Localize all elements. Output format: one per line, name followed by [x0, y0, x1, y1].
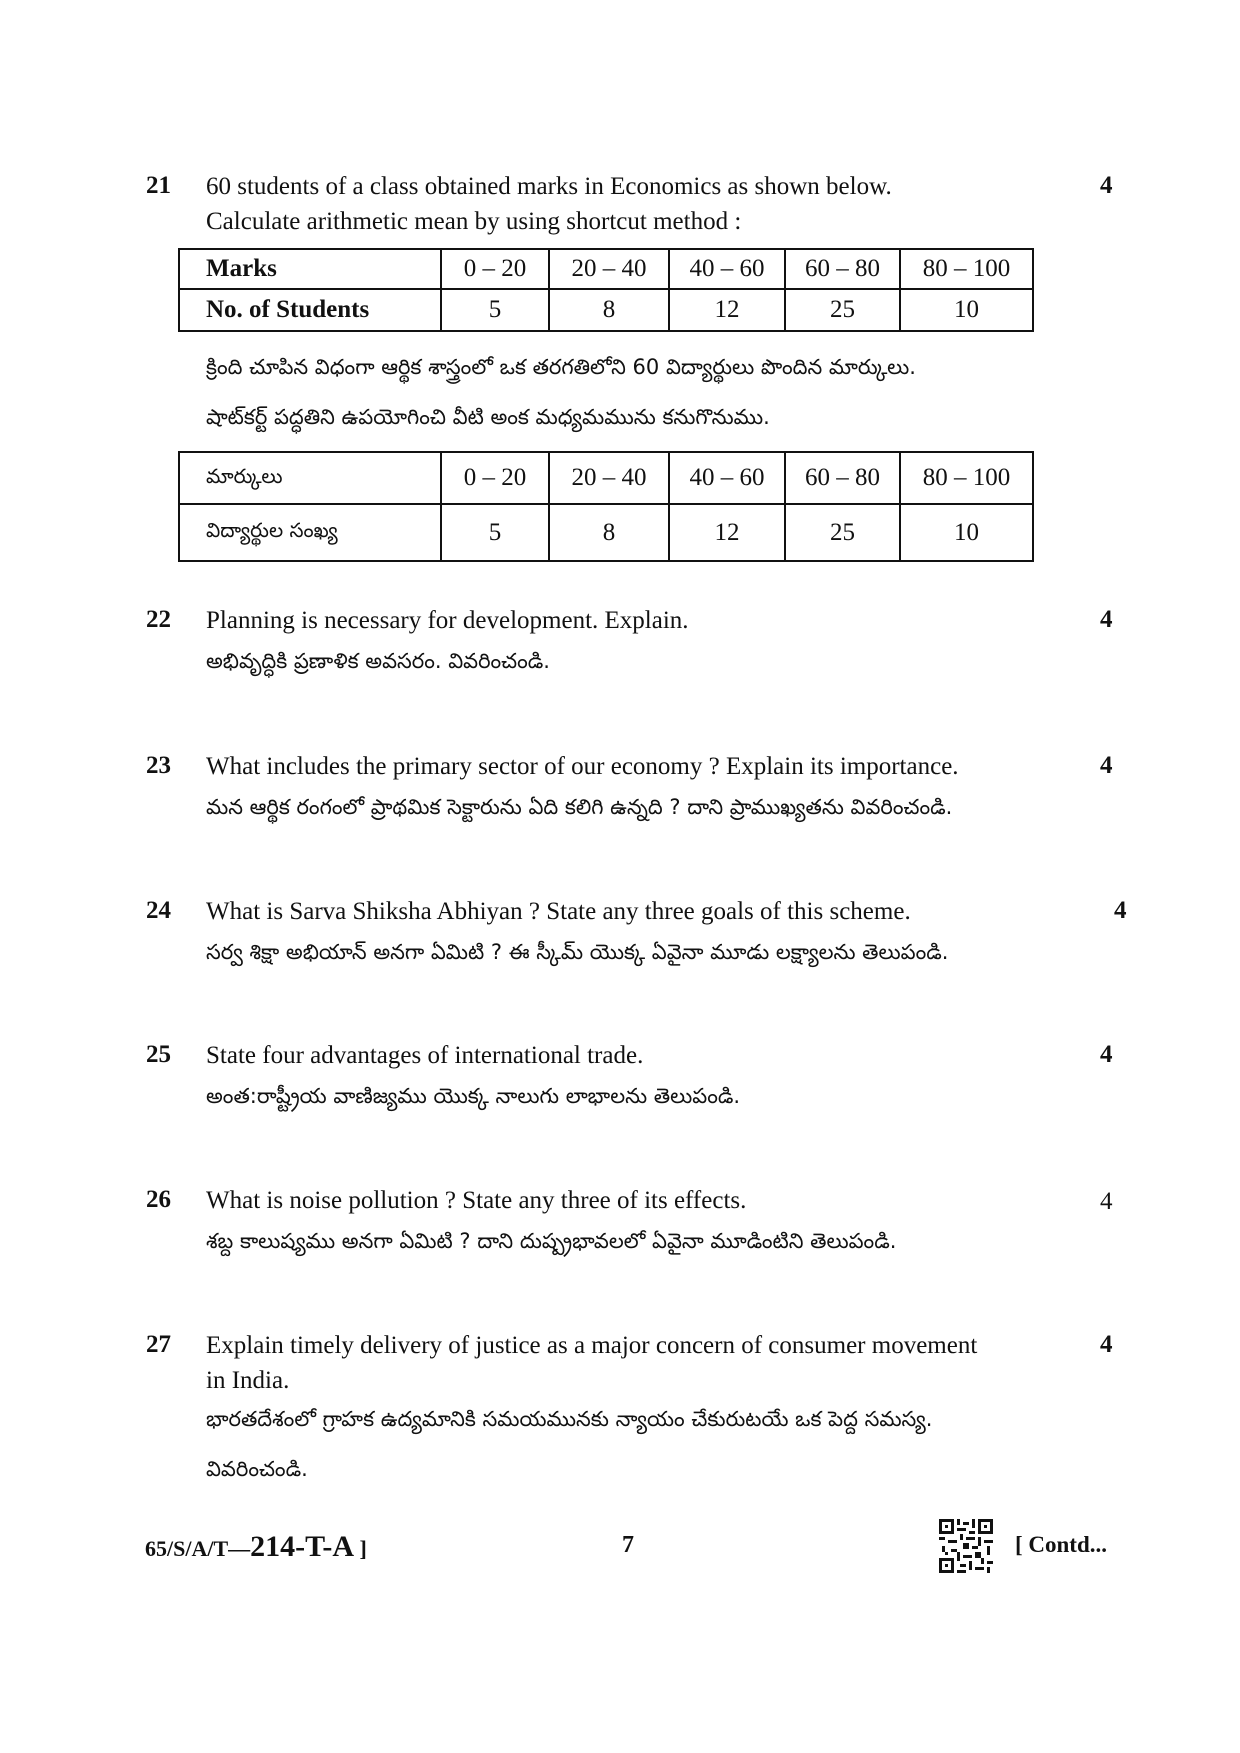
question-number: 23 [146, 752, 171, 779]
frequency-cell: 5 [441, 504, 549, 561]
question-marks: 4 [1100, 752, 1113, 779]
marks-table-english [178, 248, 1034, 332]
paper-code [145, 1530, 367, 1564]
question-line: Explain timely delivery of justice as a major concern of consumer movement [206, 1332, 978, 1359]
question-marks: 4 [1100, 172, 1113, 199]
class-interval: 20 – 40 [549, 452, 669, 504]
question-number: 24 [146, 897, 171, 924]
class-interval: 40 – 60 [669, 249, 785, 289]
question-marks: 4 [1100, 1041, 1113, 1068]
frequency-cell: 12 [669, 504, 785, 561]
class-interval: 40 – 60 [669, 452, 785, 504]
table-row-label: విద్యార్థుల సంఖ్య [179, 504, 441, 561]
question-marks: 4 [1100, 1188, 1113, 1215]
question-number: 21 [146, 172, 171, 199]
question-number: 25 [146, 1041, 171, 1068]
question-text-english: What includes the primary sector of our economy ? Explain its importance. [206, 753, 959, 780]
class-interval: 60 – 80 [785, 452, 900, 504]
question-text-english: What is Sarva Shiksha Abhiyan ? State any three goals of this scheme. [206, 898, 911, 925]
question-marks: 4 [1114, 897, 1127, 924]
question-text-english [206, 169, 1066, 239]
frequency-cell: 12 [669, 289, 785, 331]
question-text-english: Planning is necessary for development. Explain. [206, 607, 689, 634]
telugu-line: షాట్‌కర్ట్ పద్ధతిని ఉపయోగించి వీటి అంక మధ్యమమును కనుగొనుము. [206, 405, 770, 429]
table-row-label: మార్కులు [179, 452, 441, 504]
telugu-line: భారతదేశంలో గ్రాహక ఉద్యమానికి సమయమునకు న్యాయం చేకురుటయే ఒక పెద్ద సమస్య. [206, 1407, 933, 1431]
question-text-english: What is noise pollution ? State any three of its effects. [206, 1187, 747, 1214]
class-interval: 80 – 100 [900, 452, 1033, 504]
telugu-line: వివరించండి. [206, 1457, 308, 1481]
question-text-english: State four advantages of international trade. [206, 1042, 644, 1069]
question-text-telugu: సర్వ శిక్షా అభియాన్ అనగా ఏమిటి ? ఈ స్కీమ్ యొక్క ఏవైనా మూడు లక్ష్యాలను తెలుపండి. [206, 940, 949, 964]
paper-code-suffix: ] [354, 1536, 367, 1561]
qr-code-icon [939, 1519, 993, 1573]
question-text-telugu: శబ్ద కాలుష్యము అనగా ఏమిటి ? దాని దుష్ప్రభావలలో ఏవైనా మూడింటిని తెలుపండి. [206, 1229, 897, 1253]
class-interval: 0 – 20 [441, 452, 549, 504]
frequency-cell: 8 [549, 504, 669, 561]
frequency-cell: 10 [900, 504, 1033, 561]
question-number: 26 [146, 1186, 171, 1213]
frequency-cell: 10 [900, 289, 1033, 331]
question-text-telugu [206, 1394, 1106, 1494]
frequency-cell: 8 [549, 289, 669, 331]
marks-table-telugu [178, 451, 1034, 562]
class-interval: 60 – 80 [785, 249, 900, 289]
frequency-cell: 25 [785, 289, 900, 331]
question-text-telugu: మన ఆర్థిక రంగంలో ప్రాథమిక సెక్టారును ఏది కలిగి ఉన్నది ? దాని ప్రాముఖ్యతను వివరించండి. [206, 795, 953, 819]
question-number: 22 [146, 606, 171, 633]
paper-code-main: 214-T-A [250, 1530, 355, 1563]
question-text-telugu: అంత:రాష్ట్రీయ వాణిజ్యము యొక్క నాలుగు లాభాలను తెలుపండి. [206, 1084, 741, 1108]
question-marks: 4 [1100, 606, 1113, 633]
telugu-line: క్రింది చూపిన విధంగా ఆర్థిక శాస్త్రంలో ఒక తరగతిలోని 60 విద్యార్థులు పొందిన మార్కులు. [206, 355, 916, 379]
question-text-english [206, 1328, 1066, 1398]
table-row-label: Marks [179, 249, 441, 289]
question-line: Calculate arithmetic mean by using shortcut method : [206, 208, 742, 235]
frequency-cell: 25 [785, 504, 900, 561]
class-interval: 0 – 20 [441, 249, 549, 289]
question-line: in India. [206, 1367, 290, 1394]
paper-code-prefix: 65/S/A/T— [145, 1536, 251, 1561]
class-interval: 80 – 100 [900, 249, 1033, 289]
question-number: 27 [146, 1331, 171, 1358]
question-text-telugu [206, 342, 1106, 442]
continued-label: [ Contd... [1015, 1532, 1108, 1557]
table-row-label: No. of Students [179, 289, 441, 331]
question-text-telugu: అభివృద్ధికి ప్రణాళిక అవసరం. వివరించండి. [206, 649, 550, 673]
question-line: 60 students of a class obtained marks in Economics as shown below. [206, 173, 892, 200]
page-number: 7 [622, 1532, 634, 1558]
question-marks: 4 [1100, 1331, 1113, 1358]
frequency-cell: 5 [441, 289, 549, 331]
class-interval: 20 – 40 [549, 249, 669, 289]
